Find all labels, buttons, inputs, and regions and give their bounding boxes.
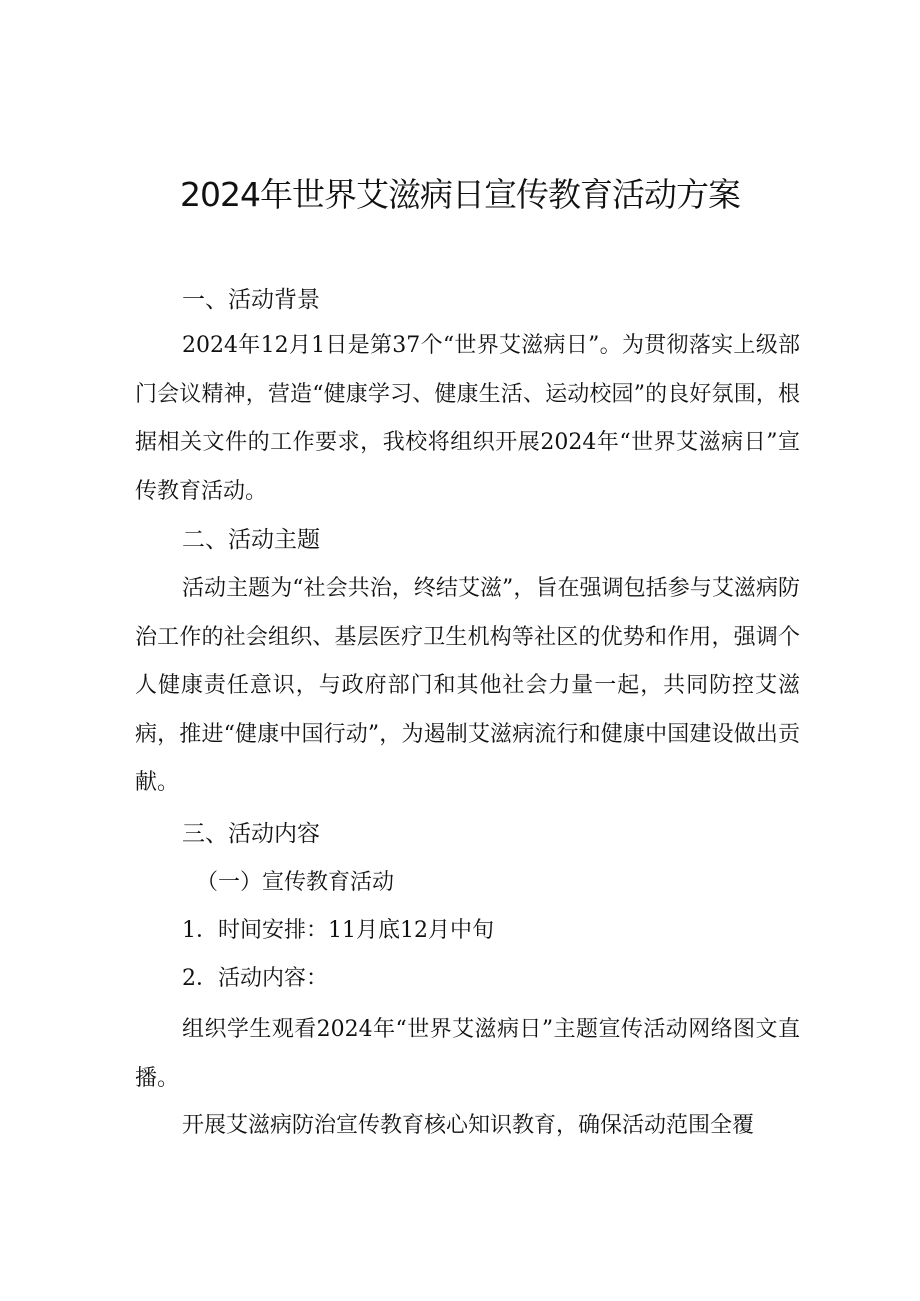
- section-3-paragraph-1: 组织学生观看2024年“世界艾滋病日”主题宣传活动网络图文直播。: [135, 1017, 800, 1091]
- section-3-heading: 三、活动内容: [182, 821, 320, 847]
- list-item-activity-content: 2．活动内容：: [182, 966, 328, 991]
- document-title: 2024年世界艾滋病日宣传教育活动方案: [180, 175, 740, 214]
- section-1-paragraph: 2024年12月1日是第37个“世界艾滋病日”。为贯彻落实上级部门会议精神，营造“健康学习、健康生活、运动校园”的良好氛围，根据相关文件的工作要求，我校将组织开展2024年“世界艾滋病日”宣传教育活动。: [135, 333, 800, 504]
- list-item-time-schedule: 1．时间安排：11月底12月中旬: [182, 918, 494, 943]
- section-2-heading: 二、活动主题: [182, 527, 320, 553]
- section-3-subheading: （一）宣传教育活动: [196, 870, 395, 895]
- section-3-paragraph-2: 开展艾滋病防治宣传教育核心知识教育，确保活动范围全覆: [182, 1113, 755, 1138]
- section-2-paragraph: 活动主题为“社会共治，终结艾滋”，旨在强调包括参与艾滋病防治工作的社会组织、基层医疗卫生机构等社区的优势和作用，强调个人健康责任意识，与政府部门和其他社会力量一起，共同防控艾滋病，推进“健康中国行动”，为遏制艾滋病流行和健康中国建设做出贡献。: [135, 576, 800, 795]
- section-1-heading: 一、活动背景: [182, 287, 320, 313]
